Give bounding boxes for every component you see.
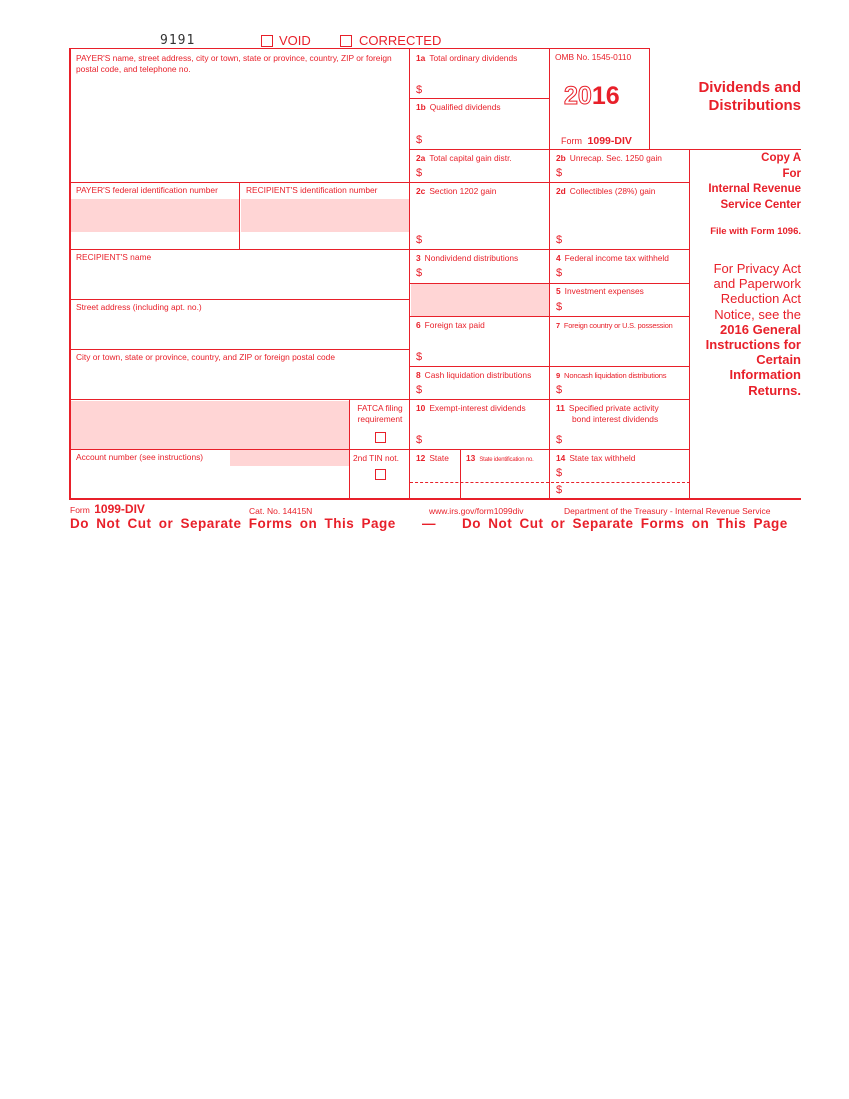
recipient-name-label: RECIPIENT'S name xyxy=(76,252,152,262)
corrected-checkbox[interactable] xyxy=(340,35,352,47)
box-1a-dollar: $ xyxy=(416,84,423,96)
form-title: Dividends and Distributions xyxy=(698,79,801,114)
footer-cat-no: Cat. No. 14415N xyxy=(249,506,313,516)
fatca-checkbox[interactable] xyxy=(375,432,386,443)
box-14[interactable]: 14 State tax withheld xyxy=(556,453,636,463)
box-11-line2: bond interest dividends xyxy=(572,414,659,424)
box-6-dollar: $ xyxy=(416,351,423,363)
copy-a-block: Copy A For Internal Revenue Service Center xyxy=(708,152,801,211)
box-10[interactable]: 10 Exempt-interest dividends xyxy=(416,403,526,413)
box-9-dollar: $ xyxy=(556,384,563,396)
box-1a[interactable]: 1a Total ordinary dividends xyxy=(416,53,518,63)
fatca-left-shade xyxy=(71,401,349,449)
box-5-dollar: $ xyxy=(556,301,563,313)
box-8[interactable]: 8 Cash liquidation distributions xyxy=(416,370,532,380)
account-number-label: Account number (see instructions) xyxy=(76,452,204,462)
box-12[interactable]: 12 State xyxy=(416,453,449,463)
payer-fed-id-shade[interactable] xyxy=(71,199,239,232)
payer-name-label: PAYER'S name, street address, city or town, state or province, country, ZIP or foreign postal code, and telephone no. xyxy=(76,53,392,74)
box-3[interactable]: 3 Nondividend distributions xyxy=(416,253,519,263)
box-8-dollar: $ xyxy=(416,384,423,396)
second-tin-label: 2nd TIN not. xyxy=(353,453,399,463)
box-5[interactable]: 5 Investment expenses xyxy=(556,286,644,296)
corrected-label: CORRECTED xyxy=(359,33,442,48)
box-2b[interactable]: 2b Unrecap. Sec. 1250 gain xyxy=(556,153,662,163)
box-2b-dollar: $ xyxy=(556,167,563,179)
box-2c[interactable]: 2c Section 1202 gain xyxy=(416,186,497,196)
do-not-cut-dash: — xyxy=(422,516,436,531)
file-with-form: File with Form 1096. xyxy=(710,226,801,237)
omb-form-name: Form 1099-DIV xyxy=(561,135,632,147)
box-1b[interactable]: 1b Qualified dividends xyxy=(416,102,501,112)
tax-year xyxy=(564,82,620,110)
box-4-dollar: $ xyxy=(556,267,563,279)
box-3-dollar: $ xyxy=(416,267,423,279)
box-13[interactable]: 13 State identification no. xyxy=(466,453,534,463)
box-2a[interactable]: 2a Total capital gain distr. xyxy=(416,153,512,163)
box-6[interactable]: 6 Foreign tax paid xyxy=(416,320,485,330)
box-14-dollar-1: $ xyxy=(556,467,563,479)
omb-number: OMB No. 1545-0110 xyxy=(555,52,632,62)
box-2a-dollar: $ xyxy=(416,167,423,179)
box-2d[interactable]: 2d Collectibles (28%) gain xyxy=(556,186,656,196)
footer-url: www.irs.gov/form1099div xyxy=(429,506,524,516)
recipient-id-shade[interactable] xyxy=(241,199,409,232)
void-checkbox[interactable] xyxy=(261,35,273,47)
street-address-label: Street address (including apt. no.) xyxy=(76,302,202,312)
box-11[interactable]: 11 Specified private activity xyxy=(556,403,659,413)
second-tin-checkbox[interactable] xyxy=(375,469,386,480)
form-code: 9191 xyxy=(160,33,196,48)
box-2d-dollar: $ xyxy=(556,234,563,246)
box-2c-dollar: $ xyxy=(416,234,423,246)
footer-dept: Department of the Treasury - Internal Revenue Service xyxy=(564,506,771,516)
do-not-cut-left: Do Not Cut or Separate Forms on This Page xyxy=(70,516,396,531)
box-1b-dollar: $ xyxy=(416,134,423,146)
box-7[interactable]: 7 Foreign country or U.S. possession xyxy=(556,321,673,330)
year-prefix: 20 xyxy=(564,82,592,110)
city-state-label: City or town, state or province, country, and ZIP or foreign postal code xyxy=(76,352,335,362)
footer-form-name: Form 1099-DIV xyxy=(70,502,145,516)
box-11-dollar: $ xyxy=(556,434,563,446)
box-5-top-shade xyxy=(411,284,549,316)
privacy-notice: For Privacy Act and Paperwork Reduction Act Notice, see the 2016 General Instructions for Certain Information Returns. xyxy=(705,261,801,398)
box-10-dollar: $ xyxy=(416,434,423,446)
void-label: VOID xyxy=(279,33,311,48)
box-14-dollar-2: $ xyxy=(556,484,563,496)
box-9[interactable]: 9 Noncash liquidation distributions xyxy=(556,371,667,380)
year-suffix: 16 xyxy=(591,82,620,110)
recipient-id-label: RECIPIENT'S identification number xyxy=(246,185,378,195)
account-shade xyxy=(230,450,349,466)
box-4[interactable]: 4 Federal income tax withheld xyxy=(556,253,669,263)
do-not-cut-right: Do Not Cut or Separate Forms on This Page xyxy=(462,516,788,531)
payer-fed-id-label: PAYER'S federal identification number xyxy=(76,185,218,195)
fatca-label: FATCA filing requirement xyxy=(357,403,403,424)
